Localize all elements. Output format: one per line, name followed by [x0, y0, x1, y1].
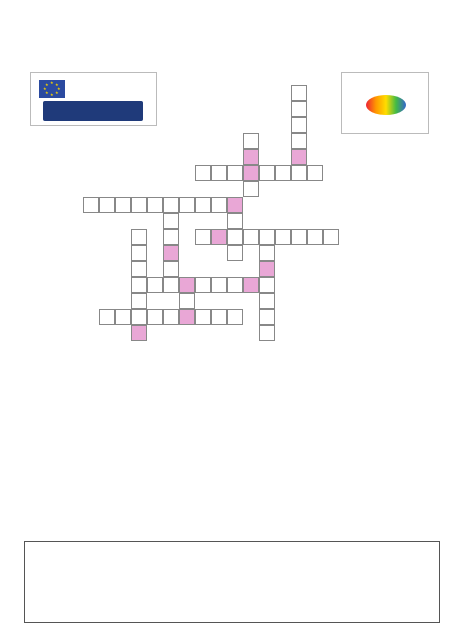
grid-cell[interactable] — [131, 277, 147, 293]
grid-cell[interactable] — [131, 309, 147, 325]
playing-europe-logo — [341, 72, 429, 134]
grid-cell[interactable] — [243, 181, 259, 197]
grid-cell[interactable] — [227, 245, 243, 261]
grid-cell[interactable] — [291, 133, 307, 149]
grid-cell[interactable] — [259, 245, 275, 261]
grid-cell[interactable] — [243, 133, 259, 149]
grid-cell[interactable] — [163, 261, 179, 277]
grid-cell[interactable] — [179, 277, 195, 293]
grid-cell[interactable] — [115, 197, 131, 213]
grid-cell[interactable] — [307, 165, 323, 181]
grid-cell[interactable] — [211, 277, 227, 293]
grid-cell[interactable] — [291, 101, 307, 117]
grid-cell[interactable] — [259, 309, 275, 325]
grid-cell[interactable] — [243, 229, 259, 245]
grid-cell[interactable] — [195, 229, 211, 245]
grid-cell[interactable] — [147, 277, 163, 293]
grid-cell[interactable] — [195, 197, 211, 213]
grid-cell[interactable] — [163, 197, 179, 213]
grid-cell[interactable] — [259, 229, 275, 245]
ball-icon — [366, 95, 406, 115]
grid-cell[interactable] — [291, 165, 307, 181]
grid-cell[interactable] — [163, 309, 179, 325]
grid-cell[interactable] — [211, 229, 227, 245]
grid-cell[interactable] — [99, 197, 115, 213]
grid-cell[interactable] — [195, 165, 211, 181]
grid-cell[interactable] — [179, 293, 195, 309]
grid-cell[interactable] — [259, 293, 275, 309]
grid-cell[interactable] — [131, 293, 147, 309]
grid-cell[interactable] — [275, 165, 291, 181]
grid-cell[interactable] — [227, 229, 243, 245]
grid-cell[interactable] — [147, 309, 163, 325]
grid-cell[interactable] — [291, 149, 307, 165]
grid-cell[interactable] — [147, 197, 163, 213]
grid-cell[interactable] — [243, 165, 259, 181]
grid-cell[interactable] — [307, 229, 323, 245]
grid-cell[interactable] — [131, 261, 147, 277]
grid-cell[interactable] — [179, 309, 195, 325]
grid-cell[interactable] — [211, 197, 227, 213]
grid-cell[interactable] — [227, 165, 243, 181]
grid-cell[interactable] — [291, 117, 307, 133]
grid-cell[interactable] — [227, 309, 243, 325]
grid-cell[interactable] — [211, 309, 227, 325]
grid-cell[interactable] — [195, 277, 211, 293]
grid-cell[interactable] — [195, 309, 211, 325]
eu-flag-icon: ★ ★ ★ ★ ★ ★ ★ ★ — [39, 80, 65, 98]
grid-cell[interactable] — [291, 85, 307, 101]
grid-cell[interactable] — [163, 229, 179, 245]
grid-cell[interactable] — [163, 245, 179, 261]
grid-cell[interactable] — [131, 325, 147, 341]
grid-cell[interactable] — [211, 165, 227, 181]
grid-cell[interactable] — [243, 277, 259, 293]
grid-cell[interactable] — [227, 197, 243, 213]
grid-cell[interactable] — [291, 229, 307, 245]
grid-cell[interactable] — [275, 229, 291, 245]
hidden-phrase-box — [24, 541, 440, 623]
grid-cell[interactable] — [131, 229, 147, 245]
grid-cell[interactable] — [83, 197, 99, 213]
grid-cell[interactable] — [259, 261, 275, 277]
erasmus-logo — [30, 72, 157, 126]
grid-cell[interactable] — [115, 309, 131, 325]
grid-cell[interactable] — [227, 277, 243, 293]
ka-code — [43, 101, 143, 121]
grid-cell[interactable] — [131, 197, 147, 213]
grid-cell[interactable] — [227, 213, 243, 229]
grid-cell[interactable] — [163, 277, 179, 293]
grid-cell[interactable] — [259, 165, 275, 181]
grid-cell[interactable] — [163, 213, 179, 229]
grid-cell[interactable] — [99, 309, 115, 325]
grid-cell[interactable] — [323, 229, 339, 245]
grid-cell[interactable] — [131, 245, 147, 261]
grid-cell[interactable] — [259, 325, 275, 341]
grid-cell[interactable] — [243, 149, 259, 165]
grid-cell[interactable] — [259, 277, 275, 293]
grid-cell[interactable] — [179, 197, 195, 213]
